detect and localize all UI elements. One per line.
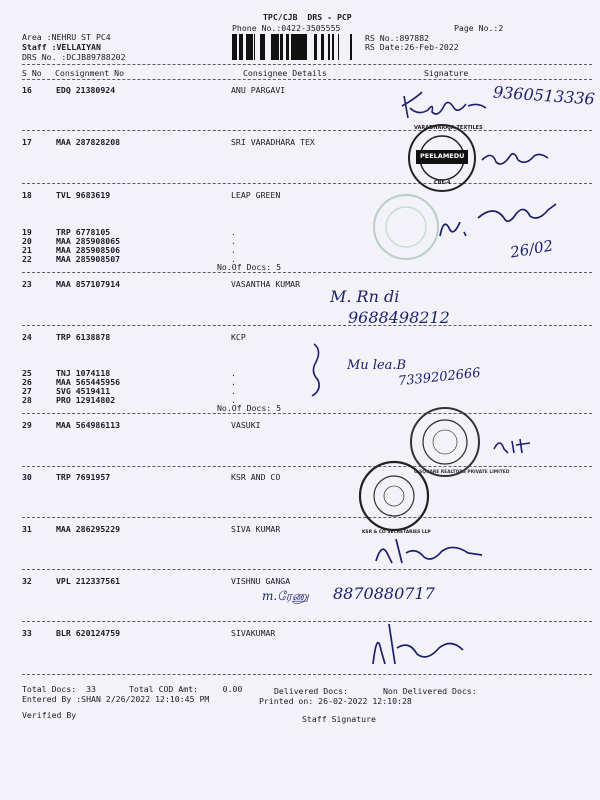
header-rule-bottom xyxy=(22,79,592,80)
row-consignee: VASANTHA KUMAR xyxy=(231,279,301,289)
row-sno: 22 xyxy=(22,254,32,264)
row-consignment-number: MAA 564986113 xyxy=(56,420,121,430)
row-consignee: . xyxy=(231,386,236,396)
stamp-row-30-text: KSR & CO SECRETARIES LLP xyxy=(362,530,431,535)
row-separator xyxy=(22,621,592,622)
signature-row-29 xyxy=(490,433,540,455)
row-consignee: KSR AND CO xyxy=(231,472,281,482)
barcode-bar xyxy=(263,34,265,60)
row-consignee: LEAP GREEN xyxy=(231,190,281,200)
total-cod: Total COD Amt: 0.00 xyxy=(129,684,243,694)
row-sno: 28 xyxy=(22,395,32,405)
row-consignee: . xyxy=(231,254,236,264)
area-label: Area :NEHRU ST PC4 xyxy=(22,32,111,42)
row-consignee: VISHNU GANGA xyxy=(231,576,291,586)
rs-date: RS Date:26-Feb-2022 xyxy=(365,42,459,52)
row-consignee: . xyxy=(231,395,236,405)
row-consignee: . xyxy=(231,227,236,237)
phone-row-16: 9360513336 xyxy=(492,82,596,109)
row-consignee: KCP xyxy=(231,332,246,342)
stamp-row-17-top: VARADHARAJA TEXTILES xyxy=(414,125,483,131)
row-separator xyxy=(22,413,592,414)
row-consignee: ANU PARGAVI xyxy=(231,85,286,95)
signature-row-24: Mu lea.B xyxy=(347,358,407,373)
barcode-bar xyxy=(262,34,263,60)
row-consignment-number: TVL 9683619 xyxy=(56,190,111,200)
row-separator xyxy=(22,517,592,518)
barcode-bar xyxy=(273,34,276,60)
row-separator xyxy=(22,183,592,184)
phone-row-24: 7339202666 xyxy=(397,365,482,390)
barcode-bar xyxy=(350,34,352,60)
row-consignee: . xyxy=(231,368,236,378)
row-consignee: VASUKI xyxy=(231,420,261,430)
signature-row-17 xyxy=(478,142,558,172)
row-sno: 17 xyxy=(22,137,32,147)
date-row-18: 26/02 xyxy=(508,236,555,262)
phone-row-32: 8870880717 xyxy=(333,584,435,603)
row-consignment-number: EDQ 21380924 xyxy=(56,85,116,95)
row-consignee: . xyxy=(231,377,236,387)
barcode-bar xyxy=(260,34,262,60)
row-sno: 20 xyxy=(22,236,32,246)
row-consignment-number: MAA 857107914 xyxy=(56,279,121,289)
row-consignment-number: TRP 6778105 xyxy=(56,227,111,237)
signature-row-16 xyxy=(398,88,498,122)
col-signature: Signature xyxy=(424,68,469,78)
barcode-bar xyxy=(299,34,300,60)
group-note-2: No.Of Docs: 5 xyxy=(217,403,282,413)
row-consignment-number: VPL 212337561 xyxy=(56,576,121,586)
stamp-row-17-bottom: CBE-4 xyxy=(434,180,451,186)
row-sno: 16 xyxy=(22,85,32,95)
signature-row-23: M. Rn di xyxy=(330,287,400,306)
row-consignment-number: SVG 4519411 xyxy=(56,386,111,396)
row-sno: 24 xyxy=(22,332,32,342)
barcode-bar xyxy=(328,34,330,60)
barcode-bar xyxy=(242,34,243,60)
total-docs: Total Docs: 33 xyxy=(22,684,96,694)
verified-by: Verified By xyxy=(22,710,77,720)
barcode-bar xyxy=(234,34,236,60)
row-separator xyxy=(22,466,592,467)
signature-row-33 xyxy=(363,620,473,668)
row-consignee: . xyxy=(231,236,236,246)
faint-stamp-row-18 xyxy=(368,192,444,262)
row-sno: 21 xyxy=(22,245,32,255)
row-separator xyxy=(22,272,592,273)
row-consignment-number: MAA 285908507 xyxy=(56,254,121,264)
entered-by: Entered By :SHAN 2/26/2022 12:10:45 PM xyxy=(22,694,210,704)
col-sno: S No xyxy=(22,68,42,78)
row-consignee: . xyxy=(231,245,236,255)
signature-row-32: m.ரேணு xyxy=(262,589,309,603)
row-consignee: SIVAKUMAR xyxy=(231,628,276,638)
row-sno: 33 xyxy=(22,628,32,638)
row-sno: 32 xyxy=(22,576,32,586)
barcode-bar xyxy=(296,34,299,60)
row-sno: 29 xyxy=(22,420,32,430)
col-consignment: Consignment No xyxy=(55,68,125,78)
barcode-bar xyxy=(332,34,333,60)
barcode-bar xyxy=(232,34,234,60)
row-consignment-number: MAA 565445956 xyxy=(56,377,121,387)
drs-number: DRS No. :DCJB89788202 xyxy=(22,52,126,62)
barcode-bar xyxy=(246,34,248,60)
row-sno: 30 xyxy=(22,472,32,482)
row-separator xyxy=(22,569,592,570)
barcode-bar xyxy=(254,34,255,60)
row-sno: 25 xyxy=(22,368,32,378)
barcode-bar xyxy=(300,34,303,60)
printed-on: Printed on: 26-02-2022 12:10:28 xyxy=(259,696,412,706)
staff-signature: Staff Signature xyxy=(302,714,376,724)
row-consignment-number: PRO 12914802 xyxy=(56,395,116,405)
row-separator xyxy=(22,130,592,131)
barcode-bar xyxy=(321,34,324,60)
barcode-bar xyxy=(276,34,279,60)
row-consignment-number: MAA 285908065 xyxy=(56,236,121,246)
row-separator xyxy=(22,325,592,326)
signature-row-31 xyxy=(368,533,488,569)
barcode-bar xyxy=(314,34,317,60)
stamp-row-17-center: PEELAMEDU xyxy=(420,152,465,160)
barcode-bar xyxy=(280,34,283,60)
barcode-bar xyxy=(338,34,339,60)
barcode-bar xyxy=(305,34,307,60)
row-separator xyxy=(22,674,592,675)
row-consignment-number: TNJ 1074118 xyxy=(56,368,111,378)
row-consignment-number: MAA 285908506 xyxy=(56,245,121,255)
delivered-docs: Delivered Docs: xyxy=(274,686,348,696)
col-consignee: Consignee Details xyxy=(243,68,327,78)
barcode xyxy=(232,34,356,62)
row-sno: 23 xyxy=(22,279,32,289)
group-note-1: No.Of Docs: 5 xyxy=(217,262,282,272)
stamp-row-30 xyxy=(354,456,434,536)
row-consignment-number: TRP 6138878 xyxy=(56,332,111,342)
barcode-bar xyxy=(251,34,253,60)
document-title: TPC/CJB DRS - PCP xyxy=(263,12,352,22)
phone-row-23: 9688498212 xyxy=(348,308,450,327)
row-sno: 26 xyxy=(22,377,32,387)
row-consignee: SRI VARADHARA TEX xyxy=(231,137,315,147)
row-consignee: SIVA KUMAR xyxy=(231,524,281,534)
row-consignment-number: MAA 287828208 xyxy=(56,137,121,147)
barcode-bar xyxy=(333,34,334,60)
barcode-bar xyxy=(293,34,296,60)
barcode-bar xyxy=(236,34,237,60)
staff-label: Staff :VELLAIYAN xyxy=(22,42,101,52)
barcode-bar xyxy=(303,34,305,60)
rs-number: RS No.:897882 xyxy=(365,33,430,43)
row-consignment-number: TRP 7691957 xyxy=(56,472,111,482)
row-sno: 27 xyxy=(22,386,32,396)
row-consignment-number: MAA 286295229 xyxy=(56,524,121,534)
barcode-bar xyxy=(291,34,293,60)
non-delivered-docs: Non Delivered Docs: xyxy=(383,686,477,696)
barcode-bar xyxy=(248,34,251,60)
bracket-row-24 xyxy=(306,340,326,400)
barcode-bar xyxy=(239,34,242,60)
phone-number: Phone No.:0422-3505555 xyxy=(232,23,341,33)
row-sno: 18 xyxy=(22,190,32,200)
stamp-row-29-text: G SQUARE REALTORS PRIVATE LIMITED xyxy=(414,470,510,475)
barcode-bar xyxy=(271,34,273,60)
row-sno: 19 xyxy=(22,227,32,237)
barcode-bar xyxy=(286,34,289,60)
row-consignment-number: BLR 620124759 xyxy=(56,628,121,638)
header-rule-top xyxy=(22,64,592,65)
page-number: Page No.:2 xyxy=(454,23,504,33)
row-sno: 31 xyxy=(22,524,32,534)
